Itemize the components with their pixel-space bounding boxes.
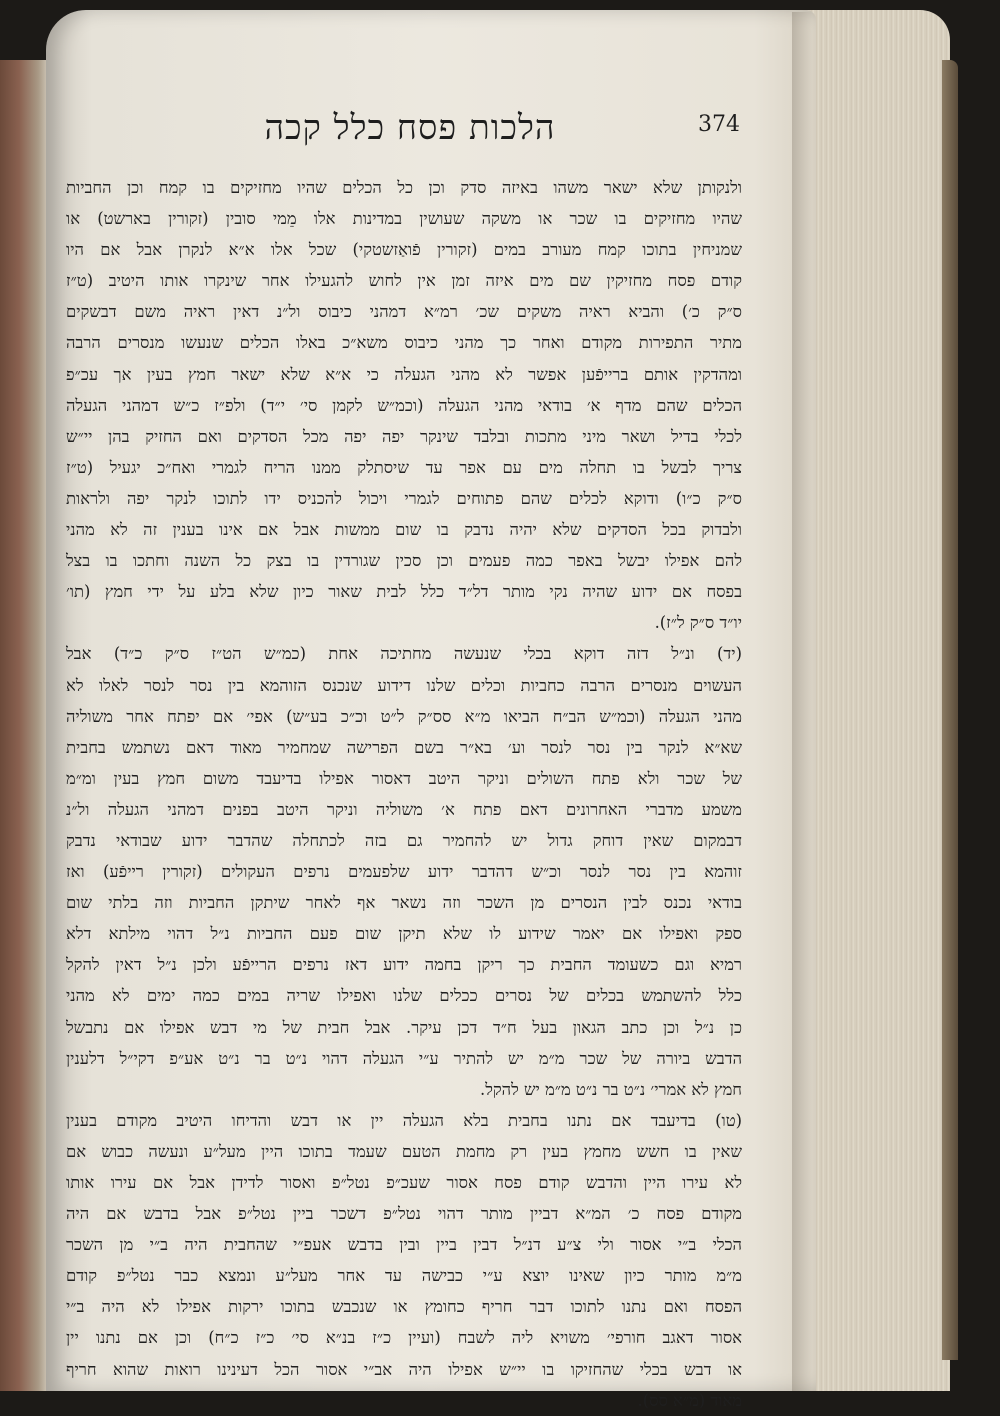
text-line: ולנקותן שלא ישאר משהו באיזה סדק וכן כל הכלים שהיו מחזיקים בו קמח וכן החביות [66,178,742,197]
text-line: חמץ לא אמרי׳ נ״ט בר נ״ט מ״מ יש להקל. [480,1079,742,1099]
text-line: (יד) ונ״ל דזה דוקא בכלי שנעשה מחתיכה אחת (כמ״ש הט״ז ס״ק כ״ד) אבל [66,644,742,664]
text-line: מאוד (מ״א סס). [637,1390,742,1410]
text-line: הפסח ואם נתנו לתוכו דבר חריף כחומץ או שנכבש בתוכו ירקות אפילו לא היה ב״י [66,1297,742,1317]
text-line: מ״מ מותר כיון שאינו יוצא ע״י כבישה עד אחר מעל״ע ונמצא כבר נטל״פ קודם [66,1266,742,1286]
text-line: (טו) בדיעבד אם נתנו בחבית בלא הגעלה יין או דבש והדיחו היטיב מקודם בענין [66,1110,742,1130]
text-line: שא״א לנקר בין נסר לנסר וע׳ בא״ר בשם הפרישה שמחמיר מאוד דאם נשתמש בחבית [66,737,742,757]
text-line: אסור דאגב חורפי׳ משויא ליה לשבח (ועיין כ״ז בנ״א סי׳ כ״ז כ״ח) וכן אם נתנו יין [66,1328,742,1348]
text-line: להם אפילו יבשל באפר כמה פעמים וכן סכין שגורדין בו בצק כל השנה וחתכו בו בצל [66,551,742,571]
text-line: מקודם פסח כ׳ המ״א דביין מותר דהוי נטל״פ דשכר ביין נטל״פ אבל בדבש אם היה [66,1204,742,1224]
text-line: מהני הגעלה (וכמ״ש הב״ח הביאו מ״א סס״ק ל״ט וכ״כ בע״ש) אפי׳ אם יפתח אחר משוליה [66,706,742,726]
text-line: כן נ״ל וכן כתב הגאון בעל ח״ד דכן עיקר. אבל חבית של מי דבש אפילו אם נתבשל [66,1017,742,1037]
text-line: כלל להשתמש בכלים של נסרים ככלים שלנו ואפילו שריה במים כמה ימים לא מהני [66,986,742,1006]
text-line: ס״ק כ׳) והביא ראיה משקים שכ׳ רמ״א דמהני כיבוס ול״נ דאין ראיה משם דבשקים [66,302,742,322]
previous-page-edge [0,60,48,1391]
text-line: לא עירו היין והדבש קודם פסח אסור שעכ״פ נטל״פ ואסור לדידן אבל אם עירו אותו [66,1173,742,1192]
text-line: דבמקום שאין דוחק גדול יש להחמיר גם בזה לכתחלה שהדבר ידוע שבודאי נדבק [66,830,742,850]
page-header [80,108,740,168]
text-line: שמניחין בתוכו קמח מעורב במים (זקורין פֿואַזשטקי) שכל אלו א״א לנקרן אבל אם היו [66,240,742,260]
text-line: הכלים שהם מדף א׳ בודאי מהני הגעלה (וכמ״ש לקמן סי׳ י״ד) ולפ״ז כ״ש דמהני הגעלה [66,395,742,415]
text-line: מתיר התפירות מקודם ואחר כך מהני כיבוס משא״כ באלו הכלים שנעשו מנסרים הרבה [66,333,742,353]
text-line: או דבש בכלי שהחזיקו בו יי״ש אפילו היה אב״י אסור הכל דעינינו רואות שהוא חריף [66,1359,742,1379]
text-line: משמע מדברי האחרונים דאם פתח א׳ משוליה וניקר היטב בפנים דמהני הגעלה ול״נ [66,799,742,819]
body-text [66,172,742,1416]
text-line: בודאי נכנס לבין הנסרים מן השכר וזה נשאר אף לאחר שיתקן החביות וזה בלתי שום [66,893,742,913]
page-edge-shadow [792,12,812,1391]
text-line: לכלי בדיל ושאר מיני מתכות ובלבד שינקר יפה יפה מכל הסדקים ואם החזיק בהן יי״ש [66,426,742,446]
text-line: שהיו מחזיקים בו שכר או משקה שעושין במדינות אלו מֵמי סובין (זקורין בארשט) או [66,209,742,229]
text-line: ולבדוק בכל הסדקים שלא יהיה נדבק בו שום ממשות אבל אם אינו בענין זה לא מהני [66,520,742,540]
text-line: העשוים מנסרים הרבה כחביות וכלים שלנו דידוע שנכנס הזוהמא בין נסר לנסר לאלו לא [66,675,742,695]
text-line: הכלי ב״י אסור ולי צ״ע דנ״ל דבין ביין ובין בדבש אעפ״י שהחבית היה ב״י מן השכר [66,1235,742,1255]
text-line: בפסח אם ידוע שהיה נקי מותר דל״ד כלל לבית שאור כיון שלא בלע על ידי חמץ (תו׳ [66,582,742,602]
text-line: הדבש ביורה של שכר מ״מ יש להתיר ע״י הגעלה דהוי נ״ט בר נ״ט אע״פ דקי״ל דלענין [66,1048,742,1068]
text-line: שאין בו חשש מחמץ בעין רק מחמת הטעם שעמד בתוכו היין מעל״ע ונעשה כבוש אם [66,1141,742,1161]
text-line: זוהמא בין נסר לנסר וכ״ש דהדבר ידוע שלפעמים נרפים העקולים (זקורין רייפֿע) ואז [66,862,742,882]
text-line: של שכר ולא פתח השולים וניקר היטב דאסור אפילו בדיעבד משום חמץ בעין ומ״מ [66,768,742,788]
text-line: קודם פסח מחזיקין שם מים איזה זמן אין לחוש להגעילו אחר שינקרו אותו היטיב (ט״ז [66,271,742,291]
text-line: צריך לבשל בו תחלה מים עם אפר עד שיסתלק ממנו הריח לגמרי ואח״כ יגעיל (ט״ז [66,457,742,477]
page-number: 374 [698,112,740,137]
text-line: ספק ואפילו אם יאמר שידוע לו שלא תיקן שום פעם החביות נ״ל דהוי מילתא דלא [66,924,742,944]
text-line: רמיא וגם כשעומד החבית כך ריקן בחמה ידוע דאז נרפים הרייפֿע ולכן נ״ל דאין להקל [66,955,742,975]
text-line: ס״ק כ״ו) ודוקא לכלים שהם פתוחים לגמרי ויכול להכניס ידו לתוכו לנקר יפה ולראות [66,488,742,508]
text-line: יו״ד ס״ק ל״ז). [654,613,742,633]
text-line: ומהדקין אותם ברייפֿען אפשר לא מהני הגעלה כי א״א שלא ישאר חמץ בעין אך עכ״פ [66,364,742,384]
page-title: הלכות פסח כלל קכה [264,108,556,148]
